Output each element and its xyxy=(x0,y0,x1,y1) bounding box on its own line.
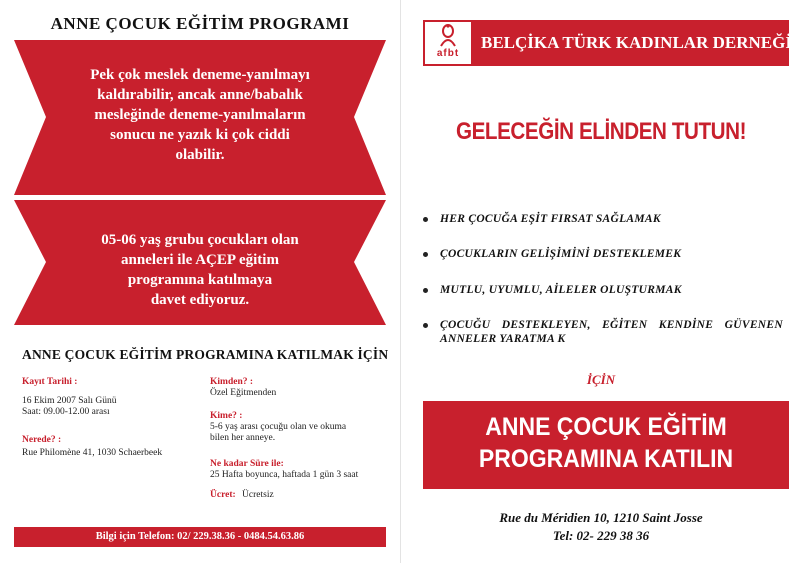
cta-line: ANNE ÇOCUK EĞİTİM xyxy=(485,413,727,441)
warning-banner xyxy=(14,40,386,195)
registration-date: 16 Ekim 2007 Salı Günü xyxy=(22,396,117,406)
cta-line: PROGRAMINA KATILIN xyxy=(478,445,734,473)
goal-item xyxy=(423,212,783,232)
instructor-block xyxy=(210,377,395,399)
duration-value: 25 Hafta boyunca, haftada 1 gün 3 saat xyxy=(210,470,359,480)
banner-line: 05-06 yaş grubu çocukları olan xyxy=(101,232,299,248)
goal-text: ÇOCUKLARIN GELİŞİMİNİ DESTEKLEMEK xyxy=(440,248,682,260)
right-panel xyxy=(400,0,800,563)
banner-line: kaldırabilir, ancak anne/babalık xyxy=(97,87,303,103)
banner-line: sonucu ne yazık ki çok ciddi xyxy=(110,127,290,143)
banner-line: Pek çok meslek deneme-yanılmayı xyxy=(90,67,310,83)
duration-label: Ne kadar Süre ile: xyxy=(210,459,284,469)
banner-line: anneleri ile AÇEP eğitim xyxy=(121,252,279,268)
instructor-value: Özel Eğitmenden xyxy=(210,388,277,398)
fee-block xyxy=(210,490,395,501)
invitation-banner xyxy=(14,200,386,325)
slogan-heading: GELECEĞİN ELİNDEN TUTUN! xyxy=(455,118,747,145)
goal-item xyxy=(423,247,783,267)
banner-text xyxy=(14,230,386,310)
instructor-label: Kimden? : xyxy=(210,377,254,387)
goal-item xyxy=(423,283,783,303)
duration-block xyxy=(210,459,395,481)
location-label: Nerede? : xyxy=(22,435,62,445)
bullet-icon xyxy=(423,288,428,293)
audience-label: Kime? : xyxy=(210,411,243,421)
organization-header xyxy=(423,20,792,66)
logo-figure-icon xyxy=(425,22,471,48)
organization-name: BELÇİKA TÜRK KADINLAR DERNEĞİ xyxy=(481,33,792,52)
for-label: İÇİN xyxy=(586,372,616,387)
banner-line: mesleğinde deneme-yanılmaların xyxy=(94,107,306,123)
banner-line: programına katılmaya xyxy=(127,272,273,288)
audience-line: bilen her anneye. xyxy=(210,433,276,443)
audience-line: 5-6 yaş arası çocuğu olan ve okuma xyxy=(210,422,347,432)
logo-text: afbt xyxy=(436,48,460,59)
goal-item xyxy=(423,318,783,352)
address: Rue du Méridien 10, 1210 Saint Josse xyxy=(499,510,703,525)
contact-phone-bar: Bilgi için Telefon: 02/ 229.38.36 - 0484.54.63.86 xyxy=(14,527,386,547)
banner-text xyxy=(14,65,386,165)
audience-block xyxy=(210,411,395,444)
registration-date-label: Kayıt Tarihi : xyxy=(22,377,78,387)
banner-line: davet ediyoruz. xyxy=(150,292,250,308)
afbt-logo-icon xyxy=(425,22,471,64)
goal-text: ÇOCUĞU DESTEKLEYEN, EĞİTEN KENDİNE GÜVENEN ANNELER YARATMA K xyxy=(440,319,783,345)
registration-date-block xyxy=(22,377,202,418)
bullet-icon xyxy=(423,217,428,222)
location-block xyxy=(22,435,212,459)
bullet-icon xyxy=(423,252,428,257)
registration-heading: ANNE ÇOCUK EĞİTİM PROGRAMINA KATILMAK İÇİN xyxy=(22,347,389,362)
program-title: ANNE ÇOCUK EĞİTİM PROGRAMI xyxy=(50,14,350,33)
location-value: Rue Philomène 41, 1030 Schaerbeek xyxy=(22,448,163,458)
fee-label: Ücret: xyxy=(210,490,236,500)
bullet-icon xyxy=(423,323,428,328)
phone: Tel: 02- 229 38 36 xyxy=(552,528,650,543)
goal-text: MUTLU, UYUMLU, AİLELER OLUŞTURMAK xyxy=(440,284,682,296)
banner-line: olabilir. xyxy=(175,147,225,163)
goal-text: HER ÇOCUĞA EŞİT FIRSAT SAĞLAMAK xyxy=(440,213,661,225)
fee-value: Ücretsiz xyxy=(242,490,274,500)
registration-time: Saat: 09.00-12.00 arası xyxy=(22,407,110,417)
join-program-banner xyxy=(423,401,789,489)
